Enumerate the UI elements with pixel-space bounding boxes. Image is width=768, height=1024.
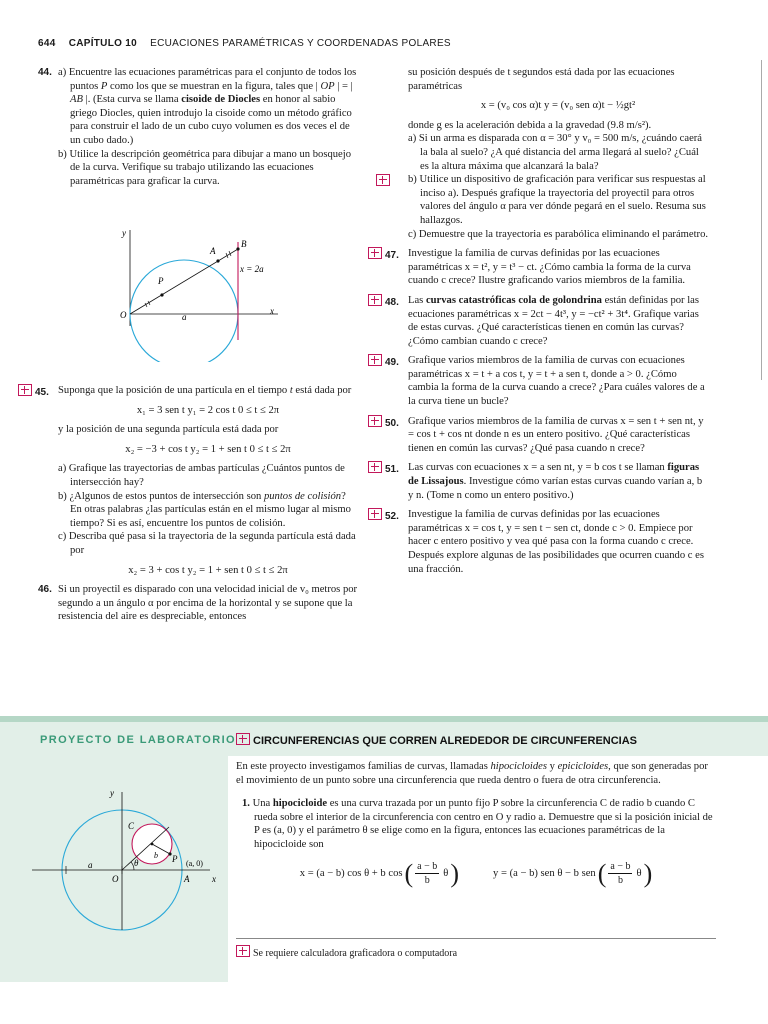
left-column-lower bbox=[35, 384, 358, 630]
margin-rule bbox=[761, 60, 768, 380]
equation-2: x₂ = −3 + cos t y₂ = 1 + sen t 0 ≤ t ≤ 2π bbox=[125, 443, 291, 455]
calculator-icon bbox=[236, 945, 250, 957]
fig1-line-label: x = 2a bbox=[240, 264, 264, 274]
problem-number: 44. bbox=[38, 67, 52, 78]
left-column bbox=[38, 66, 358, 194]
lab-item-1: 1. Una hipocicloide es una curva trazada por un punto fijo P sobre la circunferencia C de radio b cuando C rueda sobre el interior de la circunferencia con centro en O y radio a. Demuestre que si la posición inicial de P es (a, 0) y el parámetro θ se elige como en la figura, entonces las ecuaciones paramétricas de la hipocicloide son bbox=[242, 798, 713, 850]
calculator-icon bbox=[18, 384, 32, 396]
fig2-P-label: P bbox=[172, 854, 178, 864]
circle bbox=[130, 260, 238, 362]
calculator-icon bbox=[368, 354, 382, 366]
right-column bbox=[385, 66, 709, 582]
lab-label: PROYECTO DE LABORATORIO bbox=[40, 734, 236, 746]
chapter-label: CAPÍTULO 10 bbox=[68, 38, 137, 49]
fig2-A-label: A bbox=[184, 874, 190, 884]
lab-title: CIRCUNFERENCIAS QUE CORREN ALREDEDOR DE CIRCUNFERENCIAS bbox=[236, 733, 637, 747]
problem-45: 45. Suponga que la posición de una partícula en el tiempo t está dada por x₁ = 3 sen t y₁ = 2 cos t 0 ≤ t ≤ 2π y la posición de una segunda partícula está dada por x₂ = −3 + cos t y₂ = 1 + sen t 0 ≤ t ≤ 2π a) Grafique las trayectorias de ambas partículas ¿Cuántos puntos de intersección hay? b) ¿Algunos de estos puntos de intersección son puntos de colisión? En otras palabras ¿las partículas están en el mismo lugar al mismo tiempo? Si es así, encuentre los puntos de colisión. c) Describa qué pasa si la trayectoria de la segunda partícula está dada por x₂ = 3 + cos t y₂ = 1 + sen t 0 ≤ t ≤ 2π bbox=[38, 384, 358, 577]
problem-number: 46. bbox=[38, 584, 52, 596]
fig2-y-label: y bbox=[110, 788, 114, 798]
hypocycloid-equations: x = (a − b) cos θ + b cos ( a − b b θ ) y = (a − b) sen θ − b sen ( a − b b θ ) bbox=[299, 858, 653, 888]
point-a bbox=[216, 259, 219, 262]
fig2-a-label: a bbox=[88, 860, 93, 870]
equation-3: x₂ = 3 + cos t y₂ = 1 + sen t 0 ≤ t ≤ 2π bbox=[128, 564, 288, 576]
problem-48: 48. Las curvas catastróficas cola de golondrina están definidas por las ecuaciones paramétricas x = 2ct − 4t³, y = −ct² + 3t⁴. Grafique varias de estas curvas. ¿Qué características tienen en común las curvas? ¿Cómo cambian cuando c crece? bbox=[388, 294, 708, 348]
calculator-icon bbox=[368, 508, 382, 520]
page-number: 644 bbox=[38, 38, 56, 49]
projectile-equation: x = (v₀ cos α)t y = (v₀ sen α)t − ½gt² bbox=[480, 100, 636, 112]
point-p bbox=[160, 293, 163, 296]
hypocycloid-figure bbox=[30, 782, 220, 932]
fig1-B-label: B bbox=[241, 239, 247, 249]
problem-44-b: b) Utilice la descripción geométrica para dibujar a mano un bosquejo de la curva. Verifique su trabajo utilizando las ecuaciones paramétricas para graficar la curva. bbox=[58, 148, 351, 187]
calculator-icon bbox=[236, 733, 250, 745]
fig2-a0-label: (a, 0) bbox=[186, 859, 203, 868]
cissoid-figure bbox=[118, 222, 288, 362]
fig1-a-label: a bbox=[182, 312, 187, 322]
fig2-theta-label: θ bbox=[134, 858, 139, 868]
fig1-x-label: x bbox=[270, 306, 274, 316]
calculator-icon bbox=[376, 174, 390, 186]
calculator-icon bbox=[368, 461, 382, 473]
ray bbox=[130, 249, 238, 314]
problem-49: 49. Grafique varios miembros de la familia de curvas con ecuaciones paramétricas x = t + a cos t, y = t + a sen t, donde a > 0. ¿Cómo cambia la forma de la curva cuando a crece? ¿Para cuáles valores de a la curva tiene un bucle? bbox=[388, 354, 708, 408]
equation-1: x₁ = 3 sen t y₁ = 2 cos t 0 ≤ t ≤ 2π bbox=[136, 404, 280, 416]
problem-46: 46. Si un proyectil es disparado con una velocidad inicial de v₀ metros por segundo a un ángulo α por encima de la horizontal y se supone que la resistencia del aire es despreciable, entonces bbox=[38, 584, 358, 623]
problem-46-cont: su posición después de t segundos está dada por las ecuaciones paramétricas x = (v₀ cos α)t y = (v₀ sen α)t − ½gt² donde g es la aceleración debida a la gravedad (9.8 m/s²). a) Si un arma es disparada con α = 30° y v₀ = 500 m/s, ¿cuándo caerá la bala al suelo? ¿A qué distancia del arma llegará al suelo? ¿Cuál es la altura máxima que alcanzará la bala? b) Utilice un dispositivo de graficación para verificar sus respuestas al inciso a). Después grafique la trayectoria del proyectil para otros valores del ángulo α para ver dónde pegará en el suelo. Resuma sus hallazgos. c) Demuestre que la trayectoria es parabólica eliminando el parámetro. bbox=[388, 66, 708, 241]
fig1-y-label: y bbox=[122, 228, 126, 238]
problem-47: 47. Investigue la familia de curvas definidas por las ecuaciones paramétricas x = t², y = t³ − ct. ¿Cómo cambia la forma de la curva cuando c crece? Ilustre graficando varios miembros de la familia. bbox=[388, 247, 708, 288]
lab-body bbox=[236, 760, 716, 888]
problem-51: 51. Las curvas con ecuaciones x = a sen nt, y = b cos t se llaman figuras de Lissajous. Investigue cómo varían estas curvas cuando varían a, b y n. (Tome n como un entero positivo.) bbox=[388, 461, 708, 502]
problem-44 bbox=[38, 66, 358, 188]
fig2-b-label: b bbox=[154, 851, 158, 860]
point-b bbox=[236, 247, 239, 250]
problem-50: 50. Grafique varios miembros de la familia de curvas x = sen t + sen nt, y = cos t + cos nt donde n es un entero positivo. ¿Qué características tienen en común las curvas? ¿Qué pasa cuando n crece? bbox=[388, 415, 708, 456]
problem-52: 52. Investigue la familia de curvas definidas por las ecuaciones paramétricas x = cos t, y = sen t − sen ct, donde c > 0. Empiece por hacer c entero positivo y vea qué pasa con la forma cuando c crece. Después explore algunas de las posibilidades que ocurren cuando c es una fracción. bbox=[388, 508, 708, 576]
fig2-x-label: x bbox=[212, 874, 216, 884]
problem-number: 45. bbox=[18, 384, 49, 400]
fig1-P-label: P bbox=[158, 276, 164, 286]
calculator-icon bbox=[368, 294, 382, 306]
problem-44-a: a) Encuentre las ecuaciones paramétricas para el conjunto de todos los puntos P como los que se muestran en la figura, tales que | OP | = | AB |. (Esta curva se llama cisoide de Diocles en honor al sabio griego Diocles, quien introdujo la cisoide como un método gráfico para construir el lado de un cubo cuyo volumen es dos veces el de un cubo dado.) bbox=[58, 67, 357, 146]
calculator-icon bbox=[368, 415, 382, 427]
calculator-icon bbox=[368, 247, 382, 259]
fig2-C-label: C bbox=[128, 821, 135, 831]
lab-intro: En este proyecto investigamos familias de curvas, llamadas hipocicloides y epicicloides, que son generadas por el movimiento de un punto sobre una circunferencia que rueda dentro o fuera de otra circunferencia. bbox=[236, 761, 708, 786]
chapter-title: ECUACIONES PARAMÉTRICAS Y COORDENADAS POLARES bbox=[150, 38, 451, 49]
fig2-O-label: O bbox=[112, 874, 119, 884]
fig1-A-label: A bbox=[210, 246, 216, 256]
page-header bbox=[38, 38, 451, 49]
footnote: Se requiere calculadora graficadora o computadora bbox=[236, 938, 716, 959]
fig1-origin-label: O bbox=[120, 310, 127, 320]
